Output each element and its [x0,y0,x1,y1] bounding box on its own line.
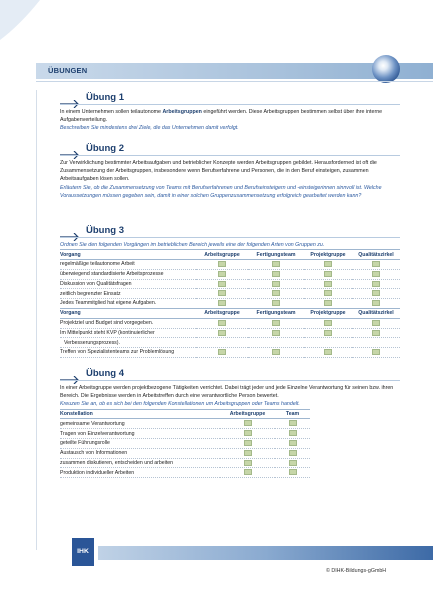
row-label: Diskussion von Qualitätsfragen [60,279,196,289]
column-header: Konstellation [60,409,220,419]
row-label: überwiegend standardisierte Arbeitsprozesse [60,269,196,279]
exercise-1-title: Übung 1 [86,92,124,103]
column-header: Fertigungsteam [248,250,304,260]
column-header: Team [275,409,310,419]
ihk-logo: IHK [72,538,94,566]
orb-icon [372,55,400,83]
exercise-3-rule [60,237,400,238]
row-label: geteilte Führungsrolle [60,439,220,449]
copyright-text: © DIHK-Bildungs-gGmbH [326,568,387,574]
checkbox[interactable] [218,300,226,306]
checkbox[interactable] [324,300,332,306]
checkbox[interactable] [244,469,252,475]
row-label: zusammen diskutieren, entscheiden und arbeiten [60,458,220,468]
checkbox[interactable] [372,290,380,296]
checkbox[interactable] [289,440,297,446]
column-header: Projektgruppe [304,250,352,260]
table-row [60,419,310,429]
table-row [60,289,400,299]
exercise-4 [60,370,400,478]
column-header: Fertigungsteam [248,308,304,318]
table-row [60,279,400,289]
exercise-4-title: Übung 4 [86,368,124,379]
checkbox[interactable] [272,290,280,296]
checkbox[interactable] [324,271,332,277]
checkbox[interactable] [372,281,380,287]
exercise-4-header-row [60,409,310,419]
column-header: Arbeitsgruppe [220,409,275,419]
exercise-2-text: Zur Verwirklichung bestimmter Arbeitsaufgaben und betrieblicher Konzepte werden Arbeitsgruppen gebildet. Herausforderned ist oft die Zusammensetzung der Arbeitsgruppen, insbesondere wenn Berufserfahrene und Personen, die in den Beruf einsteigen, zusammen Arbeitsaufgaben lösen sollen. [60,160,377,183]
exercise-3-task: Ordnen Sie den folgenden Vorgängen im betrieblichen Bereich jeweils eine der folgenden Arten von Gruppen zu. [60,242,325,248]
column-header: Arbeitsgruppe [196,250,248,260]
checkbox[interactable] [272,261,280,267]
checkbox[interactable] [244,420,252,426]
section-title: ÜBUNGEN [48,66,88,75]
checkbox[interactable] [289,460,297,466]
table-row [60,439,310,449]
checkbox[interactable] [289,469,297,475]
table-row [60,318,400,328]
exercise-1-task: Beschreiben Sie mindestens drei Ziele, die das Unternehmen damit verfolgt. [60,125,239,132]
checkbox[interactable] [372,330,380,336]
table-row [60,328,400,338]
checkbox[interactable] [372,349,380,355]
checkbox[interactable] [272,320,280,326]
checkbox[interactable] [244,430,252,436]
exercise-3 [60,227,400,358]
checkbox[interactable] [289,430,297,436]
row-label: Austausch von Informationen [60,448,220,458]
table-row [60,348,400,358]
column-header: Vorgang [60,308,196,318]
exercise-2-task: Erläutern Sie, ob die Zusammensetzung von Teams mit Berufserfahrenen und Berufseinsteigern und -einsteigerinnen sinnvoll ist. Welche Voraussetzungen müssen gegeben sein, damit in einer solchen Gruppenzusammensetzung erfolgreich gearbeitet werden kann? [60,184,382,199]
exercise-2 [60,145,400,200]
table-row [60,468,310,478]
column-header: Projektgruppe [304,308,352,318]
row-label: Jedes Teammitglied hat eigene Aufgaben. [60,299,196,309]
checkbox[interactable] [324,320,332,326]
checkbox[interactable] [218,320,226,326]
checkbox[interactable] [372,300,380,306]
row-label: Treffen von Spezialistenteams zur Problemlösung [60,348,196,358]
checkbox[interactable] [289,420,297,426]
checkbox[interactable] [244,460,252,466]
header-divider [36,81,433,82]
corner-wave-decoration [0,0,433,60]
exercise-4-text: In einer Arbeitsgruppe werden projektbezogene Tätigkeiten verrichtet. Dabei trägt jeder und jede Einzelne Verantwortung für seinen bzw. ihren Bereich. Die Ergebnisse werden in Arbeitstreffen durch eine verantwortliche Person bewertet. [60,385,394,400]
checkbox[interactable] [218,349,226,355]
row-label: Produktion individueller Arbeiten [60,468,220,478]
checkbox[interactable] [272,330,280,336]
checkbox[interactable] [272,300,280,306]
table-row [60,458,310,468]
exercise-1-text: In einem Unternehmen sollen teilautonome Arbeitsgruppen eingeführt werden. Diese Arbeitsgruppen bestimmen selbst über ihre interne Aufgabenverteilung. [60,109,383,124]
checkbox[interactable] [218,330,226,336]
exercise-3-table [60,249,400,358]
row-label: Verbesserungsprozess). [60,338,196,348]
row-label: gemeinsame Verantwortung [60,419,220,429]
table-row [60,269,400,279]
exercise-4-task: Kreuzen Sie an, ob es sich bei den folgenden Konstellationen um Arbeitsgruppen oder Teams handelt. [60,401,300,408]
exercise-2-title: Übung 2 [86,143,124,154]
table-row [60,260,400,270]
checkbox[interactable] [244,440,252,446]
checkbox[interactable] [272,271,280,277]
highlight-term: Arbeitsgruppen [162,109,202,115]
checkbox[interactable] [218,281,226,287]
checkbox[interactable] [289,450,297,456]
table-row [60,429,310,439]
checkbox[interactable] [218,271,226,277]
checkbox[interactable] [272,281,280,287]
checkbox[interactable] [218,261,226,267]
column-header: Arbeitsgruppe [196,308,248,318]
checkbox[interactable] [372,320,380,326]
column-header: Vorgang [60,250,196,260]
table-row [60,448,310,458]
table-row [60,338,400,348]
row-label: zeitlich begrenzter Einsatz [60,289,196,299]
row-label: Projektziel und Budget sind vorgegeben. [60,318,196,328]
checkbox[interactable] [218,290,226,296]
column-header: Qualitätszirkel [352,250,400,260]
exercise-3-a-header-row [60,250,400,260]
checkbox[interactable] [244,450,252,456]
table-row [60,299,400,309]
checkbox[interactable] [372,271,380,277]
footer-band [98,546,433,560]
exercise-3-b-header-row [60,308,400,318]
row-label: Im Mittelpunkt steht KVP (kontinuierlicher [60,328,196,338]
exercise-1 [60,94,400,133]
exercise-4-table [60,409,310,479]
checkbox[interactable] [324,330,332,336]
checkbox[interactable] [272,349,280,355]
checkbox[interactable] [372,261,380,267]
exercise-1-rule [60,104,400,105]
exercise-3-title: Übung 3 [86,225,124,236]
left-frame-line [36,90,37,550]
checkbox[interactable] [324,349,332,355]
row-label: Tragen von Einzelverantwortung [60,429,220,439]
checkbox[interactable] [324,281,332,287]
checkbox[interactable] [324,290,332,296]
column-header: Qualitätszirkel [352,308,400,318]
exercise-4-rule [60,380,400,381]
exercise-2-rule [60,155,400,156]
checkbox[interactable] [324,261,332,267]
row-label: regelmäßige teilautonome Arbeit [60,260,196,270]
